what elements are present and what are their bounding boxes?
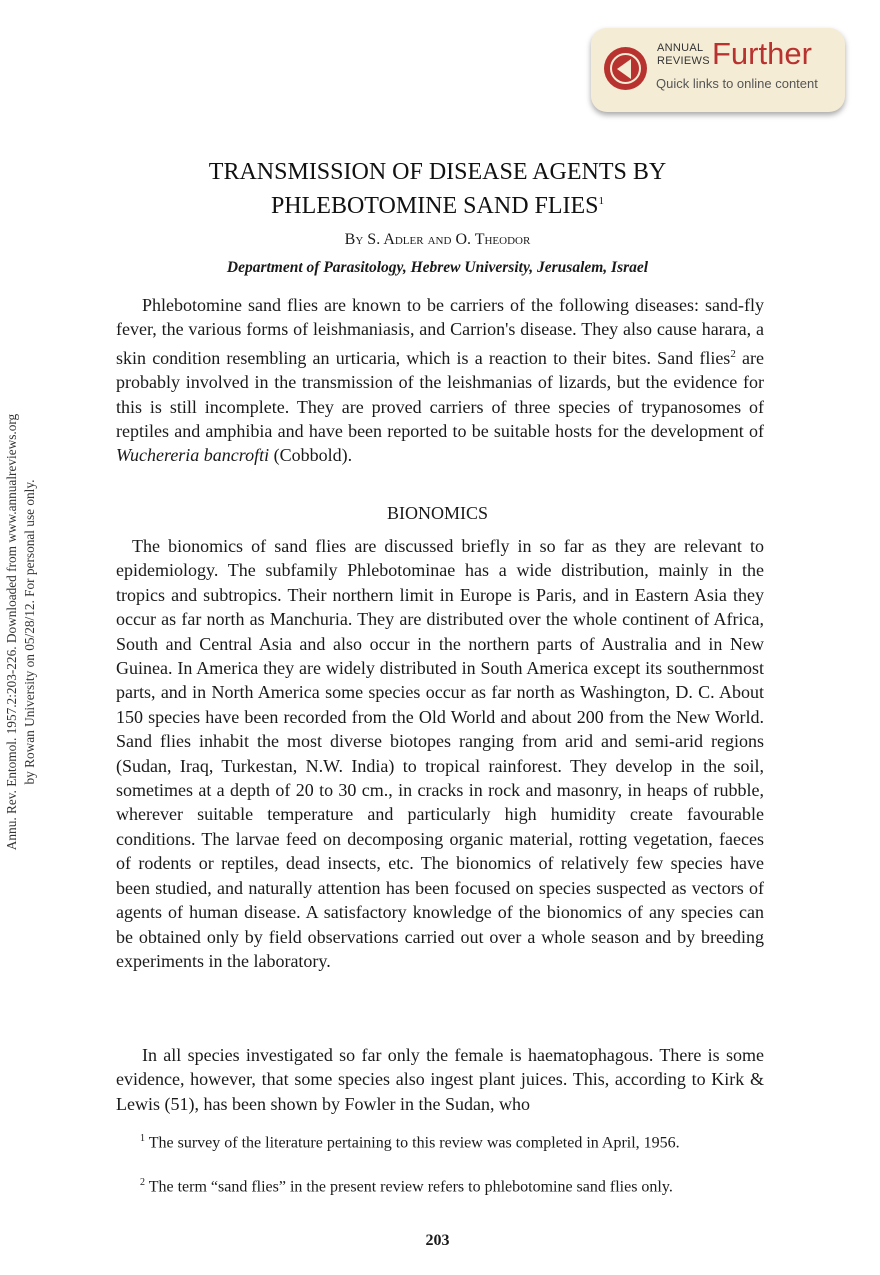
author-line — [100, 231, 775, 249]
download-notice-line2: by Rowan University on 05/28/12. For personal use only. — [22, 479, 37, 785]
badge-reviews: REVIEWS — [657, 55, 710, 67]
download-notice — [3, 352, 39, 912]
footnote-1-marker: 1 — [140, 1133, 145, 1144]
further-badge[interactable] — [591, 28, 845, 112]
page-number: 203 — [425, 1232, 450, 1249]
download-notice-line1: Annu. Rev. Entomol. 1957.2:203-226. Downloaded from www.annualreviews.org — [4, 413, 19, 851]
intro-text-a: Phlebotomine sand flies are known to be carriers of the following diseases: sand-fly fever, the various forms of leishmaniasis, and Carrion's disease. They also cause harara, a skin condition resembling an urticaria, which is a reaction to their bites. Sand flies — [116, 295, 764, 368]
footnote-2-marker-foot: 2 — [140, 1177, 145, 1188]
title-line-2 — [100, 187, 775, 221]
badge-further: Further — [712, 36, 812, 71]
footnote-2-marker: 2 — [730, 347, 736, 360]
article-title — [100, 158, 775, 221]
badge-annual: ANNUAL — [657, 42, 704, 54]
authors-prefix: By — [344, 231, 364, 248]
haematophagy-paragraph: In all species investigated so far only the female is haematophagous. There is some evidence, however, that some species also ingest plant juices. This, according to Kirk & Lewis (51), has been shown by Fowler in the Sudan, who — [116, 1045, 764, 1114]
badge-quick-links: Quick links to online content — [656, 76, 818, 91]
intro-text-b: are probably involved in the transmission of the leishmanias of lizards, but the evidence for this is still incomplete. They are proved carriers of three species of trypanosomes of reptiles and amphibia and have been reported to be suitable hosts for the development of — [116, 347, 764, 442]
affiliation: Department of Parasitology, Hebrew University, Jerusalem, Israel — [226, 259, 649, 276]
intro-paragraph — [116, 293, 764, 468]
author-1: S. Adler — [367, 231, 424, 248]
intro-text-c: (Cobbold). — [269, 445, 353, 466]
authors-and: and — [427, 231, 452, 248]
footnote-2-text: The term “sand flies” in the present review refers to phlebotomine sand flies only. — [145, 1178, 673, 1196]
further-arrow-icon — [604, 47, 647, 90]
bionomics-paragraph: The bionomics of sand flies are discussed briefly in so far as they are relevant to epidemiology. The subfamily Phlebotominae has a wide distribution, mainly in the tropics and subtropics. Their northern limit in Europe is Paris, and in Eastern Asia they occur as far north as Manchuria. They are distributed over the whole continent of Africa, South and Central Asia and also occur in the northern parts of Australia and in New Guinea. In America they are widely distributed in South America except its southernmost parts, and in North America some species occur as far north as Washington, D. C. About 150 species have been recorded from the Old World and about 200 from the New World. Sand flies inhabit the most diverse biotopes ranging from arid and semi-arid regions (Sudan, Iraq, Turkestan, N.W. India) to tropical rainforest. They develop in the soil, sometimes at a depth of 20 to 30 cm., in cracks in rock and masonry, in heaps of rubble, wherever suitable temperature and particularly high humidity create favourable conditions. The larvae feed on decomposing organic material, rotting vegetation, faeces of rodents or reptiles, dead insects, etc. The bionomics of relatively few species have been studied, and naturally attention has been focused on species suspected as vectors of agents of human disease. A satisfactory knowledge of the bionomics of any species can be obtained only by field observations carried out over a whole season and by breeding experiments in the laboratory. — [116, 536, 764, 971]
badge-publisher — [657, 42, 710, 68]
section-heading: BIONOMICS — [386, 503, 488, 523]
title-line-1: TRANSMISSION OF DISEASE AGENTS BY — [208, 159, 667, 185]
species-name: Wuchereria bancrofti — [116, 445, 270, 466]
footnote-1-text: The survey of the literature pertaining to this review was completed in April, 1956. — [145, 1134, 680, 1152]
title-footnote-marker: 1 — [598, 195, 605, 207]
footnote-2 — [116, 1172, 766, 1198]
title-line-2-text: PHLEBOTOMINE SAND FLIES — [270, 193, 599, 219]
author-2: O. Theodor — [455, 231, 531, 248]
footnote-1 — [116, 1128, 766, 1154]
